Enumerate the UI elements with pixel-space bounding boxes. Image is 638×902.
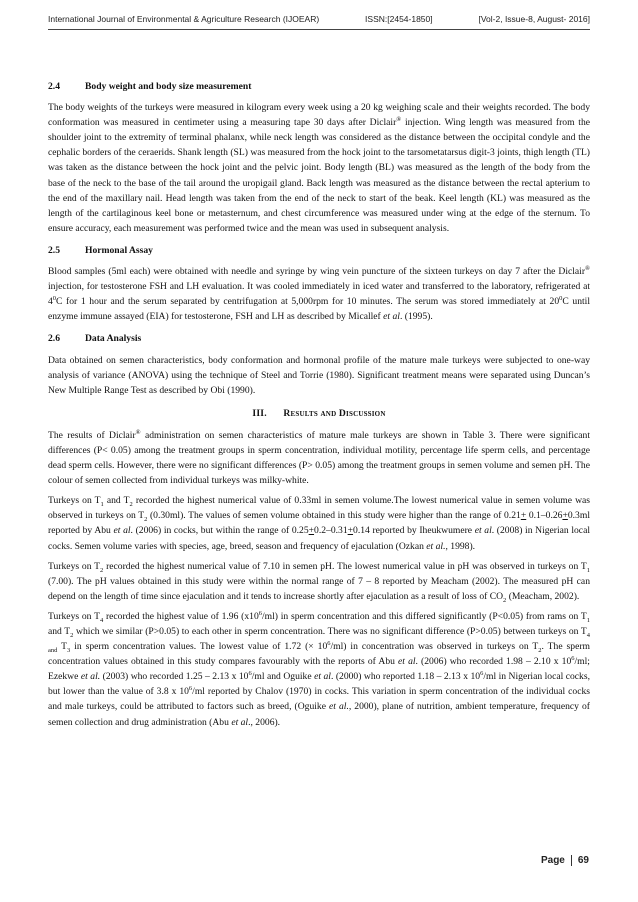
footer-divider: [571, 855, 572, 866]
section-2-6-heading: 2.6 Data Analysis: [48, 333, 142, 345]
results-paragraph-2: Turkeys on $T_1$ and $T_2$ recorded the highest numerical value of 0.33ml in semen volume.The lowest numerical value in semen volume was observed in turkeys on $T_2$ (0.30ml). The values of semen volume obtained in this study were higher than the range of 0.21+ 0.1–0.26+0.3ml reported by Abu et al. (2006) in cocks, but within the range of 0.25+0.2–0.31+0.14 reported by Iheukwumere et al. (2008) in Nigerian local cocks. Semen volume varies with species, age, breed, season and frequency of ejaculation (Ozkan et al., 1998).: [48, 495, 590, 552]
journal-name: International Journal of Environmental & Agriculture Research (IJOEAR): [48, 14, 320, 24]
page-number-footer: [541, 855, 589, 866]
journal-volume: [Vol-2, Issue-8, August- 2016]: [478, 14, 590, 24]
results-paragraph-4: Turkeys on $T_4$ recorded the highest value of 1.96 $(x10^6/ml)$ in sperm concentration and this differed significantly (P<0.05) from rams on $T_1$ and $T_2$ which we similar (P>0.05) to each other in sperm concentration. There was no significant difference (P>0.05) between turkeys on $T_{4 and}$ $T_3$ in sperm concentration values. The lowest value of 1.72 (× $10^6/ml$) in concentration was observed in turkeys on $T_2$. The sperm concentration values obtained in this study compares favourably with the reports of Abu et al. (2006) who recorded 1.98 – 2.10 x $10^6/ml$; Ezekwe et al. (2003) who recorded 1.25 – 2.13 x $10^6/ml$ and Oguike et al. (2000) who reported 1.18 – 2.13 x $10^6/ml$ in Nigerian local cocks, but lower than the value of 3.8 x $10^6/ml$ reported by Chalov (1970) in cocks. This variation in sperm concentration of the individual cocks and male turkeys, could be attributed to factors such as breed, (Oguike et al., 2000), plane of nutrition, ambient temperature, frequency of semen collection and drug administration (Abu et al., 2006).: [48, 609, 591, 728]
results-paragraph-3: Turkeys on $T_2$ recorded the highest numerical value of 7.10 in semen pH. The lowest numerical value in pH was observed in turkeys on $T_1$ (7.00). The pH values obtained in this study were within the normal range of 7 – 8 reported by Meacham (2002). The measured pH can depend on the length of time since ejaculation and it tends to increase shortly after ejaculation as a result of loss of $CO_2$ (Meacham, 2002).: [48, 560, 590, 604]
section-2-5-paragraph: Blood samples (5ml each) were obtained with needle and syringe by wing vein puncture of the sixteen turkeys on day 7 after the Diclair® injection, for testosterone FSH and LH evaluation. It was cooled immediately in iced water and transferred to the laboratory, refrigerated at $4^0C$ for 1 hour and the serum separated by centrifugation at 5,000rpm for 10 minutes. The serum was stored immediately at $20^0C$ until enzyme immune assayed (EIA) for testosterone, FSH and LH as described by Micallef et al. (1995).: [48, 264, 590, 323]
section-2-5-heading: 2.5 Hormonal Assay: [48, 244, 153, 256]
section-2-6-paragraph: Data obtained on semen characteristics, body conformation and hormonal profile of the mature male turkeys were subjected to one-way analysis of variance (ANOVA) using the technique of Steel and Torrie (1980). Significant treatment means were separated using Duncan’s New Multiple Range Test as described by Obi (1990).: [48, 354, 590, 396]
running-header: [48, 14, 590, 30]
section-3-heading: III. Results and Discussion: [252, 407, 386, 419]
section-2-4-paragraph: The body weights of the turkeys were measured in kilogram every week using a 20 kg weighing scale and their weights recorded. The body conformation was measured in centimeter using a measuring tape 30 days after Diclair® injection. Wing length was measured from the shoulder joint to the extremity of terminal phalanx, while neck length was considered as the distance between the occipital condyle and the cephalic borders of the ceraerids. Shank length (SL) was measured from the hock joint to the tarsometatarsus digit-3 joints, thigh length (TL) was taken as the distance between the hock joint and the pelvic joint. Body length (BL) was measured as the length of the body from the base of the neck to the base of the tail around the uropigail gland. Back length was measured as the distance between the rectal apterium to the end of the maxillary nail. Head length was taken from the end of the neck to start of the beak. Keel length (KL) was measured as the length of the cartilaginous keel bone or metasternum, and chest circumference was measured under wing at the edge of the sternum. To ensure accuracy, each measurement was performed twice and the mean was used in subsequent analysis.: [48, 102, 590, 234]
page-number: 69: [577, 855, 589, 867]
body-text: [48, 72, 590, 735]
journal-issn: ISSN:[2454-1850]: [365, 14, 433, 24]
section-2-4-heading: 2.4 Body weight and body size measurement: [48, 81, 252, 92]
page-label: Page: [540, 855, 565, 867]
results-paragraph-1: The results of Diclair® administration on semen characteristics of mature male turkeys are shown in Table 3. There were significant differences (P< 0.05) among the treatment groups in sperm concentration, individual motility, percentage life sperm cells, and percentage dead sperm cells. However, there were no significant differences (P> 0.05) among the treatment groups in semen volume and semen pH. The colour of semen collected from individual turkeys was milky-white.: [48, 428, 590, 487]
